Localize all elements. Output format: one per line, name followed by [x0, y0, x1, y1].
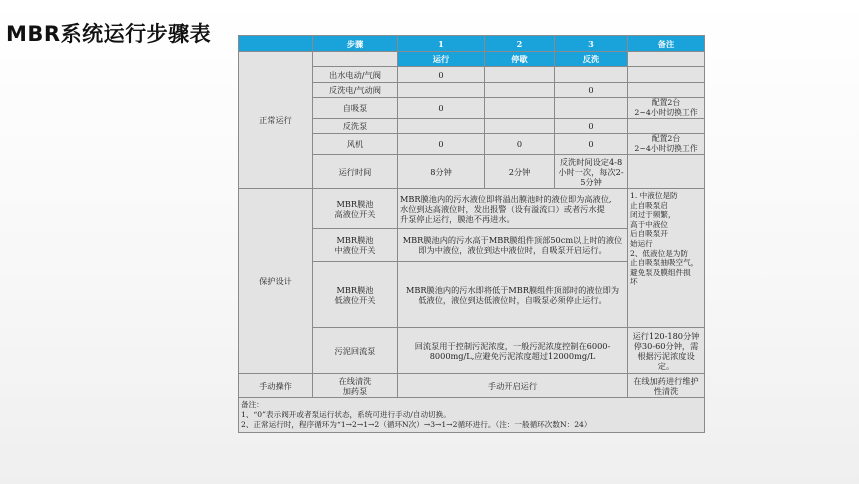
- cell-step-3: 0: [555, 134, 628, 155]
- header-step-2: 2: [485, 36, 555, 52]
- header-step-3: 3: [555, 36, 628, 52]
- cell-step-2: 2分钟: [485, 155, 555, 189]
- sludge-note: 运行120-180分钟 停30-60分钟，需 根据污泥浓度设定。: [628, 328, 705, 374]
- table-row: [239, 374, 705, 398]
- cell-remark: 配置2台 2~4小时切换工作: [628, 98, 705, 119]
- cell-step-3: 0: [555, 83, 628, 98]
- cell-step-2: [485, 67, 555, 83]
- cell-description: 回流泵用于控制污泥浓度，一般污泥浓度控制在6000- 8000mg/L,应避免污泥浓度超过12000mg/L: [398, 328, 628, 374]
- mode-pause: 停歇: [485, 52, 555, 67]
- header-blank: [239, 36, 313, 52]
- header-remark: 备注: [628, 36, 705, 52]
- cell-description: MBR膜池内的污水高于MBR膜组件顶部50cm以上时的液位 即为中液位，液位到达中液位时，自吸泵开启运行。: [398, 229, 628, 262]
- row-label: 风机: [313, 134, 398, 155]
- footer-notes: [239, 398, 705, 433]
- cell-remark: [628, 67, 705, 83]
- cell-step-3: 反洗时间设定4-8 小时一次，每次2- 5分钟: [555, 155, 628, 189]
- cell-step-1: 0: [398, 134, 485, 155]
- cell-step-3: [555, 67, 628, 83]
- cell-description: 手动开启运行: [398, 374, 628, 398]
- table-row: [239, 189, 705, 229]
- page-title: MBR系统运行步骤表: [6, 22, 212, 46]
- cell-remark: 在线加药进行维护 性清洗: [628, 374, 705, 398]
- mode-blank: [313, 52, 398, 67]
- mode-row: [239, 52, 705, 67]
- group-normal: 正常运行: [239, 52, 313, 189]
- row-label: MBR膜池 低液位开关: [313, 262, 398, 328]
- mode-run: 运行: [398, 52, 485, 67]
- cell-step-1: 8分钟: [398, 155, 485, 189]
- cell-step-2: [485, 98, 555, 119]
- table-footer-row: [239, 398, 705, 433]
- group-protect: 保护设计: [239, 189, 313, 374]
- cell-step-2: [485, 119, 555, 134]
- mbr-steps-table: [238, 35, 705, 433]
- mode-backwash: 反洗: [555, 52, 628, 67]
- cell-step-1: 0: [398, 98, 485, 119]
- header-step-1: 1: [398, 36, 485, 52]
- cell-description: MBR膜池内的污水即将低于MBR膜组件顶部时的液位即为 低液位，液位到达低液位时，自吸泵必须停止运行。: [398, 262, 628, 328]
- cell-step-1: [398, 119, 485, 134]
- group-manual: 手动操作: [239, 374, 313, 398]
- mode-remark-blank: [628, 52, 705, 67]
- cell-remark: [628, 155, 705, 189]
- row-label: 反洗电/气动阀: [313, 83, 398, 98]
- protect-note: 1. 中液位是防 止自吸泵启 闭过于频繁， 高于中液位 后自吸泵开 始运行 2、低液位是为防 止自吸泵抽吸空气， 避免泵及膜组件损 坏: [628, 189, 705, 328]
- row-label: 出水电动/气阀: [313, 67, 398, 83]
- row-label: 在线清洗 加药泵: [313, 374, 398, 398]
- row-label: 污泥回流泵: [313, 328, 398, 374]
- cell-step-3: 0: [555, 119, 628, 134]
- cell-remark: [628, 119, 705, 134]
- cell-step-1: 0: [398, 67, 485, 83]
- row-label: MBR膜池 中液位开关: [313, 229, 398, 262]
- footer-line-1: 1、“0”表示阀开或者泵运行状态，系统可进行手动/自动切换。: [241, 410, 451, 419]
- header-step: 步骤: [313, 36, 398, 52]
- cell-description: MBR膜池内的污水液位即将溢出膜池时的液位即为高液位, 水位到达高液位时，发出报警（设有溢流口）或者污水提 升泵停止运行，膜池不再进水。: [398, 189, 628, 229]
- cell-step-2: [485, 83, 555, 98]
- cell-remark: [628, 83, 705, 98]
- cell-step-2: 0: [485, 134, 555, 155]
- row-label: 运行时间: [313, 155, 398, 189]
- cell-remark: 配置2台 2~4小时切换工作: [628, 134, 705, 155]
- footer-title: 备注：: [241, 400, 264, 409]
- table-header-row: [239, 36, 705, 52]
- cell-step-3: [555, 98, 628, 119]
- cell-step-1: [398, 83, 485, 98]
- row-label: MBR膜池 高液位开关: [313, 189, 398, 229]
- row-label: 自吸泵: [313, 98, 398, 119]
- row-label: 反洗泵: [313, 119, 398, 134]
- footer-line-2: 2、正常运行时，程序循环为“1→2→1→2（循环N次）→3→1→2循环进行。（注：一般循环次数N：24）: [241, 420, 592, 429]
